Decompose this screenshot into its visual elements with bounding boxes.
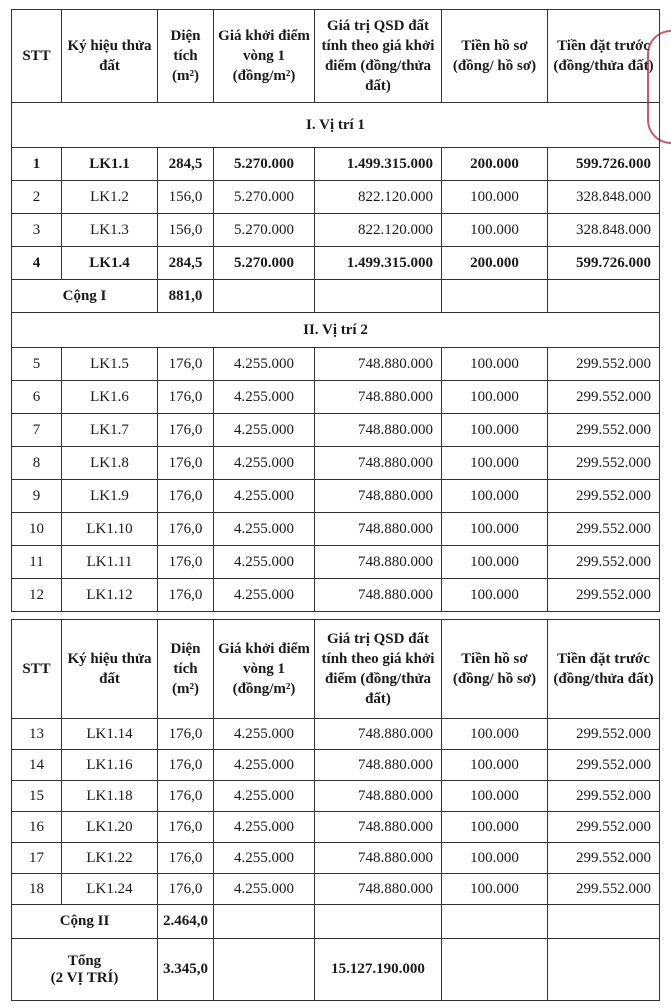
cell-area: 176,0 <box>158 843 214 874</box>
total-label-line1: Tổng <box>67 952 102 969</box>
cell-stt: 18 <box>12 874 62 905</box>
cell-parcel: LK1.4 <box>62 247 158 280</box>
cell-land-value: 748.880.000 <box>315 546 442 579</box>
cell-fee: 100.000 <box>442 214 548 247</box>
cell-land-value: 748.880.000 <box>315 781 442 812</box>
auction-table-part-2 <box>11 619 660 1001</box>
cell-deposit: 299.552.000 <box>548 348 660 381</box>
cell-parcel: LK1.6 <box>62 381 158 414</box>
header-area: Diện tích (m²) <box>158 620 214 719</box>
table-row <box>12 719 660 750</box>
cell-stt: 9 <box>12 480 62 513</box>
cell-area: 176,0 <box>158 348 214 381</box>
cell-area: 176,0 <box>158 579 214 612</box>
cell-parcel: LK1.11 <box>62 546 158 579</box>
header-parcel: Ký hiệu thửa đất <box>62 10 158 103</box>
empty-cell <box>214 905 315 939</box>
cell-deposit: 599.726.000 <box>548 148 660 181</box>
cell-stt: 5 <box>12 348 62 381</box>
cell-deposit: 299.552.000 <box>548 812 660 843</box>
cell-stt: 3 <box>12 214 62 247</box>
cell-parcel: LK1.14 <box>62 719 158 750</box>
cell-unit-price: 4.255.000 <box>214 381 315 414</box>
cell-unit-price: 5.270.000 <box>214 148 315 181</box>
cell-area: 176,0 <box>158 414 214 447</box>
header-area: Diện tích (m²) <box>158 10 214 103</box>
empty-cell <box>548 280 660 313</box>
cell-land-value: 822.120.000 <box>315 214 442 247</box>
cell-parcel: LK1.12 <box>62 579 158 612</box>
cell-unit-price: 4.255.000 <box>214 513 315 546</box>
subtotal-label: Cộng I <box>12 280 158 313</box>
cell-parcel: LK1.7 <box>62 414 158 447</box>
empty-cell <box>315 280 442 313</box>
cell-fee: 200.000 <box>442 148 548 181</box>
cell-land-value: 1.499.315.000 <box>315 148 442 181</box>
section-row <box>12 313 660 348</box>
cell-stt: 2 <box>12 181 62 214</box>
cell-fee: 100.000 <box>442 348 548 381</box>
cell-parcel: LK1.10 <box>62 513 158 546</box>
cell-fee: 100.000 <box>442 874 548 905</box>
cell-area: 176,0 <box>158 480 214 513</box>
header-stt: STT <box>12 10 62 103</box>
table-row <box>12 781 660 812</box>
cell-fee: 100.000 <box>442 181 548 214</box>
section-row <box>12 103 660 148</box>
header-fee: Tiền hồ sơ (đồng/ hồ sơ) <box>442 620 548 719</box>
cell-fee: 100.000 <box>442 719 548 750</box>
cell-deposit: 299.552.000 <box>548 414 660 447</box>
cell-stt: 12 <box>12 579 62 612</box>
cell-unit-price: 4.255.000 <box>214 812 315 843</box>
cell-land-value: 822.120.000 <box>315 181 442 214</box>
cell-stt: 1 <box>12 148 62 181</box>
empty-cell <box>548 905 660 939</box>
empty-cell <box>442 280 548 313</box>
cell-stt: 16 <box>12 812 62 843</box>
total-land-value: 15.127.190.000 <box>315 939 442 1001</box>
section-title: II. Vị trí 2 <box>12 313 660 348</box>
table-row <box>12 348 660 381</box>
cell-unit-price: 4.255.000 <box>214 480 315 513</box>
table-header-row <box>12 10 660 103</box>
cell-land-value: 748.880.000 <box>315 874 442 905</box>
cell-unit-price: 4.255.000 <box>214 414 315 447</box>
cell-deposit: 299.552.000 <box>548 843 660 874</box>
cell-deposit: 299.552.000 <box>548 579 660 612</box>
cell-parcel: LK1.1 <box>62 148 158 181</box>
cell-fee: 100.000 <box>442 381 548 414</box>
cell-deposit: 299.552.000 <box>548 513 660 546</box>
subtotal-row <box>12 905 660 939</box>
cell-fee: 100.000 <box>442 750 548 781</box>
header-deposit: Tiền đặt trước (đồng/thửa đất) <box>548 620 660 719</box>
table-row <box>12 414 660 447</box>
cell-land-value: 748.880.000 <box>315 719 442 750</box>
cell-deposit: 299.552.000 <box>548 546 660 579</box>
cell-land-value: 748.880.000 <box>315 480 442 513</box>
table-row <box>12 750 660 781</box>
cell-deposit: 599.726.000 <box>548 247 660 280</box>
header-land-value: Giá trị QSD đất tính theo giá khởi điểm (đồng/thửa đất) <box>315 620 442 719</box>
cell-parcel: LK1.2 <box>62 181 158 214</box>
cell-parcel: LK1.8 <box>62 447 158 480</box>
cell-fee: 100.000 <box>442 843 548 874</box>
cell-area: 176,0 <box>158 781 214 812</box>
cell-deposit: 328.848.000 <box>548 214 660 247</box>
cell-deposit: 299.552.000 <box>548 719 660 750</box>
table-row <box>12 812 660 843</box>
cell-area: 176,0 <box>158 719 214 750</box>
cell-unit-price: 5.270.000 <box>214 181 315 214</box>
header-unit-price: Giá khởi điểm vòng 1 (đồng/m²) <box>214 10 315 103</box>
empty-cell <box>548 939 660 1001</box>
cell-stt: 15 <box>12 781 62 812</box>
header-stt: STT <box>12 620 62 719</box>
table-row <box>12 381 660 414</box>
table-header-row <box>12 620 660 719</box>
cell-fee: 100.000 <box>442 480 548 513</box>
total-label <box>12 939 158 1001</box>
cell-area: 176,0 <box>158 874 214 905</box>
cell-land-value: 748.880.000 <box>315 447 442 480</box>
cell-stt: 8 <box>12 447 62 480</box>
cell-fee: 100.000 <box>442 812 548 843</box>
cell-land-value: 748.880.000 <box>315 750 442 781</box>
cell-area: 156,0 <box>158 181 214 214</box>
cell-stt: 10 <box>12 513 62 546</box>
cell-unit-price: 4.255.000 <box>214 750 315 781</box>
total-row <box>12 939 660 1001</box>
cell-land-value: 748.880.000 <box>315 843 442 874</box>
cell-unit-price: 4.255.000 <box>214 546 315 579</box>
section-title: I. Vị trí 1 <box>12 103 660 148</box>
cell-parcel: LK1.9 <box>62 480 158 513</box>
cell-deposit: 299.552.000 <box>548 781 660 812</box>
cell-parcel: LK1.18 <box>62 781 158 812</box>
subtotal-label: Cộng II <box>12 905 158 939</box>
cell-unit-price: 4.255.000 <box>214 348 315 381</box>
cell-deposit: 299.552.000 <box>548 381 660 414</box>
cell-land-value: 748.880.000 <box>315 348 442 381</box>
cell-land-value: 748.880.000 <box>315 579 442 612</box>
cell-area: 176,0 <box>158 750 214 781</box>
empty-cell <box>214 280 315 313</box>
cell-parcel: LK1.5 <box>62 348 158 381</box>
total-label-line2: (2 VỊ TRÍ) <box>50 969 119 986</box>
cell-land-value: 748.880.000 <box>315 812 442 843</box>
auction-table-part-1 <box>11 9 660 612</box>
cell-deposit: 328.848.000 <box>548 181 660 214</box>
table-row <box>12 247 660 280</box>
empty-cell <box>214 939 315 1001</box>
subtotal-area: 2.464,0 <box>158 905 214 939</box>
cell-fee: 100.000 <box>442 447 548 480</box>
cell-parcel: LK1.20 <box>62 812 158 843</box>
cell-unit-price: 5.270.000 <box>214 247 315 280</box>
cell-area: 284,5 <box>158 247 214 280</box>
cell-unit-price: 4.255.000 <box>214 447 315 480</box>
cell-fee: 100.000 <box>442 546 548 579</box>
table-row <box>12 148 660 181</box>
cell-area: 176,0 <box>158 812 214 843</box>
total-area: 3.345,0 <box>158 939 214 1001</box>
table-row <box>12 843 660 874</box>
cell-parcel: LK1.24 <box>62 874 158 905</box>
cell-fee: 100.000 <box>442 781 548 812</box>
cell-deposit: 299.552.000 <box>548 447 660 480</box>
cell-parcel: LK1.3 <box>62 214 158 247</box>
cell-stt: 4 <box>12 247 62 280</box>
cell-deposit: 299.552.000 <box>548 874 660 905</box>
cell-stt: 6 <box>12 381 62 414</box>
cell-land-value: 748.880.000 <box>315 381 442 414</box>
cell-fee: 200.000 <box>442 247 548 280</box>
cell-deposit: 299.552.000 <box>548 750 660 781</box>
table-row <box>12 579 660 612</box>
cell-unit-price: 5.270.000 <box>214 214 315 247</box>
table-row <box>12 181 660 214</box>
subtotal-area: 881,0 <box>158 280 214 313</box>
header-deposit: Tiền đặt trước (đồng/thửa đất) <box>548 10 660 103</box>
cell-parcel: LK1.22 <box>62 843 158 874</box>
cell-unit-price: 4.255.000 <box>214 719 315 750</box>
cell-fee: 100.000 <box>442 579 548 612</box>
cell-stt: 13 <box>12 719 62 750</box>
cell-area: 176,0 <box>158 513 214 546</box>
header-parcel: Ký hiệu thửa đất <box>62 620 158 719</box>
cell-stt: 7 <box>12 414 62 447</box>
cell-area: 284,5 <box>158 148 214 181</box>
cell-fee: 100.000 <box>442 414 548 447</box>
cell-area: 176,0 <box>158 447 214 480</box>
cell-fee: 100.000 <box>442 513 548 546</box>
cell-deposit: 299.552.000 <box>548 480 660 513</box>
cell-unit-price: 4.255.000 <box>214 843 315 874</box>
cell-area: 176,0 <box>158 381 214 414</box>
cell-unit-price: 4.255.000 <box>214 874 315 905</box>
cell-stt: 14 <box>12 750 62 781</box>
table-row <box>12 874 660 905</box>
cell-land-value: 748.880.000 <box>315 513 442 546</box>
table-row <box>12 546 660 579</box>
empty-cell <box>315 905 442 939</box>
cell-stt: 11 <box>12 546 62 579</box>
empty-cell <box>442 939 548 1001</box>
header-fee: Tiền hồ sơ (đồng/ hồ sơ) <box>442 10 548 103</box>
table-row <box>12 214 660 247</box>
header-unit-price: Giá khởi điểm vòng 1 (đồng/m²) <box>214 620 315 719</box>
cell-land-value: 748.880.000 <box>315 414 442 447</box>
cell-parcel: LK1.16 <box>62 750 158 781</box>
cell-area: 176,0 <box>158 546 214 579</box>
table-row <box>12 513 660 546</box>
cell-unit-price: 4.255.000 <box>214 579 315 612</box>
subtotal-row <box>12 280 660 313</box>
header-land-value: Giá trị QSD đất tính theo giá khởi điểm (đồng/thửa đất) <box>315 10 442 103</box>
cell-land-value: 1.499.315.000 <box>315 247 442 280</box>
cell-area: 156,0 <box>158 214 214 247</box>
table-row <box>12 480 660 513</box>
cell-unit-price: 4.255.000 <box>214 781 315 812</box>
table-row <box>12 447 660 480</box>
empty-cell <box>442 905 548 939</box>
cell-stt: 17 <box>12 843 62 874</box>
